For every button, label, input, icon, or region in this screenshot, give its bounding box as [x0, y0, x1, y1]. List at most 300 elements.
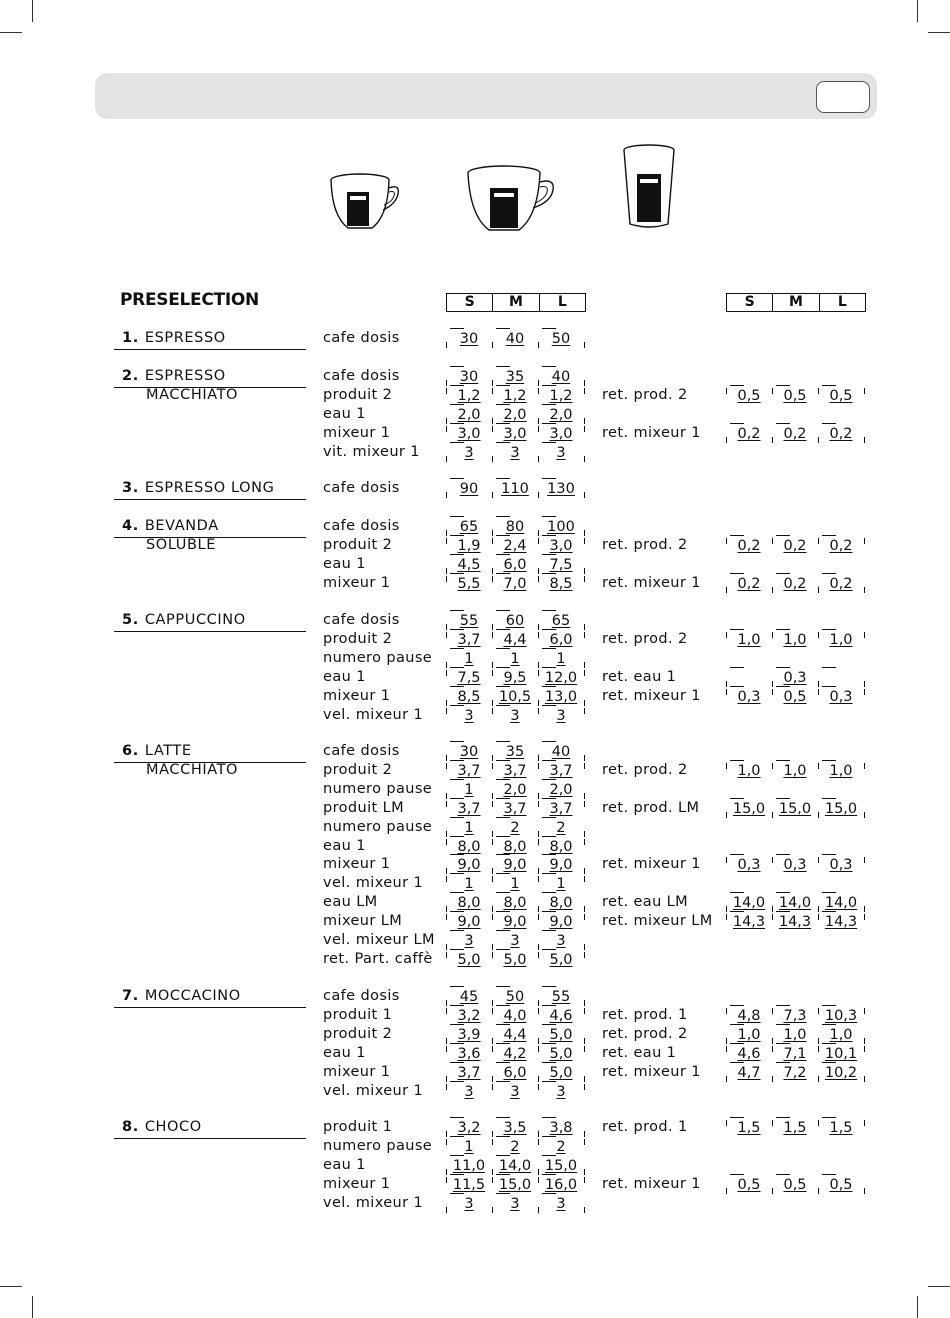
- value-group: [446, 537, 586, 556]
- section-number: 7.: [122, 988, 139, 1004]
- bracket-bar: [542, 817, 556, 818]
- param-label: eau 1: [323, 837, 366, 854]
- value-text: 6,0: [503, 556, 527, 573]
- bracket-tick: [864, 1046, 865, 1052]
- bracket-tick: [584, 801, 585, 807]
- value-cell: [446, 1195, 492, 1214]
- value-text: 1,9: [457, 537, 481, 554]
- bracket-bar: [542, 423, 556, 424]
- bracket-bar: [776, 798, 790, 799]
- value-cell: [818, 387, 864, 406]
- value-text: 4,4: [503, 631, 527, 648]
- bracket-bar: [496, 423, 510, 424]
- section-underline: [114, 1007, 306, 1008]
- bracket-tick: [584, 530, 585, 536]
- value-text: 3,0: [503, 425, 527, 442]
- value-text: 8,0: [549, 895, 573, 912]
- value-text: 110: [501, 481, 529, 497]
- value-text: 12,0: [544, 669, 578, 686]
- bracket-bar: [496, 1081, 510, 1082]
- value-cell: [772, 1119, 818, 1138]
- value-group: [726, 387, 866, 406]
- bracket-bar: [450, 1174, 464, 1175]
- bracket-bar: [542, 873, 556, 874]
- size-header-right: [726, 293, 866, 312]
- bracket-bar: [450, 911, 464, 912]
- value-text: 50: [505, 989, 525, 1005]
- value-text: 3: [464, 707, 474, 724]
- value-cell: [538, 575, 584, 594]
- value-group: [726, 1045, 866, 1064]
- bracket-bar: [496, 1136, 510, 1137]
- value-text: 3,5: [503, 1120, 527, 1136]
- latte-glass-icon: [621, 142, 681, 230]
- bracket-bar: [542, 366, 556, 367]
- section-title: BEVANDA: [144, 518, 219, 534]
- bracket-bar: [450, 1005, 464, 1006]
- value-group: [446, 894, 586, 913]
- bracket-tick: [584, 1207, 585, 1213]
- bracket-tick: [818, 681, 819, 687]
- value-cell: [726, 688, 772, 707]
- param-label: cafe dosis: [323, 612, 400, 628]
- page-number-box: [816, 81, 870, 113]
- bracket-tick: [584, 568, 585, 574]
- bracket-bar: [496, 478, 510, 479]
- value-text: 3: [510, 933, 520, 949]
- value-cell: [726, 762, 772, 781]
- bracket-bar: [450, 328, 464, 329]
- bracket-bar: [496, 836, 510, 837]
- section-subtitle: SOLUBLE: [146, 536, 216, 553]
- value-text: 4,2: [503, 1045, 527, 1062]
- bracket-bar: [496, 667, 510, 668]
- bracket-bar: [450, 741, 464, 742]
- bracket-bar: [496, 892, 510, 893]
- value-text: 1: [464, 819, 474, 836]
- value-group: [446, 669, 586, 688]
- value-group: [726, 575, 866, 594]
- value-text: 8,0: [549, 838, 573, 855]
- header-band: [95, 73, 877, 119]
- bracket-bar: [450, 705, 464, 706]
- value-text: 3,9: [457, 1026, 481, 1043]
- value-text: 3,7: [457, 762, 481, 779]
- value-text: 0,2: [737, 575, 761, 592]
- value-text: 5,0: [549, 1064, 573, 1081]
- bracket-bar: [496, 385, 510, 386]
- bracket-tick: [584, 576, 585, 582]
- value-text: 3: [556, 444, 566, 461]
- bracket-bar: [450, 1136, 464, 1137]
- value-text: 15,0: [824, 800, 858, 817]
- bracket-tick: [864, 437, 865, 443]
- value-text: 0,3: [783, 669, 807, 686]
- bracket-bar: [496, 1193, 510, 1194]
- value-text: 14,0: [824, 895, 858, 912]
- bracket-tick: [584, 1000, 585, 1006]
- bracket-bar: [730, 1117, 744, 1118]
- bracket-bar: [542, 705, 556, 706]
- value-text: 60: [505, 613, 525, 629]
- param-label: produit 2: [323, 536, 393, 553]
- value-text: 0,5: [829, 387, 853, 404]
- value-text: 1,0: [829, 762, 853, 779]
- bracket-tick: [584, 624, 585, 630]
- value-group: [446, 330, 586, 349]
- bracket-bar: [730, 1043, 744, 1044]
- bracket-tick: [864, 681, 865, 687]
- value-text: 4,6: [549, 1007, 573, 1024]
- value-text: 50: [551, 331, 571, 347]
- value-text: 100: [547, 519, 575, 535]
- bracket-tick: [584, 1008, 585, 1014]
- value-group: [446, 1176, 586, 1195]
- bracket-tick: [864, 857, 865, 863]
- value-text: 7,3: [783, 1007, 807, 1024]
- value-cell: [772, 1176, 818, 1195]
- bracket-bar: [496, 1117, 510, 1118]
- param-label: vel. mixeur 1: [323, 875, 424, 892]
- crop-mark: [917, 0, 918, 22]
- bracket-bar: [542, 328, 556, 329]
- bracket-bar: [822, 798, 836, 799]
- value-text: 30: [459, 331, 479, 347]
- value-text: 3,7: [549, 762, 573, 779]
- param-label: vel. mixeur 1: [323, 706, 424, 723]
- value-group: [446, 1045, 586, 1064]
- value-text: 1,0: [737, 631, 761, 648]
- value-text: 15,0: [732, 800, 766, 817]
- value-cell: [726, 537, 772, 556]
- bracket-bar: [496, 705, 510, 706]
- value-group: [446, 875, 586, 894]
- value-text: 1: [464, 876, 474, 893]
- bracket-bar: [450, 423, 464, 424]
- value-text: 3: [464, 1195, 474, 1212]
- value-cell: [538, 444, 584, 463]
- bracket-bar: [496, 366, 510, 367]
- value-text: 3: [464, 1083, 474, 1100]
- value-cell: [818, 856, 864, 875]
- value-text: 9,0: [457, 857, 481, 874]
- section-number: 3.: [122, 480, 139, 496]
- value-cell: [818, 425, 864, 444]
- size-m-label: M: [772, 294, 818, 311]
- value-text: 4,0: [503, 1007, 527, 1024]
- value-cell: [446, 330, 492, 349]
- bracket-bar: [496, 854, 510, 855]
- retard-label: ret. mixeur 1: [602, 424, 701, 441]
- section-number: 1.: [122, 330, 139, 346]
- value-text: 0,2: [737, 537, 761, 554]
- param-label: numero pause: [323, 649, 433, 666]
- value-cell: [492, 330, 538, 349]
- param-label: numero pause: [323, 1137, 433, 1154]
- value-text: 2,0: [549, 781, 573, 798]
- retard-label: ret. mixeur 1: [602, 1063, 701, 1080]
- bracket-bar: [730, 760, 744, 761]
- param-label: cafe dosis: [323, 368, 400, 384]
- value-text: 2,0: [503, 781, 527, 798]
- bracket-bar: [730, 1174, 744, 1175]
- value-cell: [492, 444, 538, 463]
- bracket-bar: [450, 554, 464, 555]
- bracket-bar: [730, 423, 744, 424]
- value-text: 3,7: [457, 631, 481, 648]
- section-underline: [114, 631, 306, 632]
- bracket-bar: [730, 892, 744, 893]
- bracket-bar: [776, 1005, 790, 1006]
- bracket-tick: [584, 914, 585, 920]
- bracket-bar: [542, 836, 556, 837]
- bracket-bar: [496, 930, 510, 931]
- param-label: produit 1: [323, 1006, 393, 1023]
- value-text: 6,0: [503, 1064, 527, 1081]
- value-text: 0,5: [829, 1176, 853, 1193]
- bracket-bar: [542, 798, 556, 799]
- bracket-bar: [776, 760, 790, 761]
- bracket-bar: [776, 686, 790, 687]
- bracket-bar: [450, 478, 464, 479]
- bracket-bar: [450, 1081, 464, 1082]
- value-group: [446, 762, 586, 781]
- value-cell: [818, 1064, 864, 1083]
- value-text: 3: [556, 707, 566, 724]
- value-text: 5,0: [549, 951, 573, 968]
- bracket-bar: [822, 854, 836, 855]
- bracket-bar: [730, 573, 744, 574]
- bracket-bar: [496, 760, 510, 761]
- section-number: 2.: [122, 368, 139, 384]
- value-text: 2,0: [457, 406, 481, 423]
- bracket-bar: [496, 1043, 510, 1044]
- bracket-bar: [542, 854, 556, 855]
- value-cell: [446, 951, 492, 970]
- section-underline: [114, 499, 306, 500]
- value-group: [726, 425, 866, 444]
- bracket-tick: [584, 708, 585, 714]
- value-text: 1: [510, 876, 520, 893]
- value-group: [446, 743, 586, 762]
- value-group: [726, 913, 866, 932]
- value-text: 35: [505, 744, 525, 760]
- value-text: 1,0: [783, 1026, 807, 1043]
- section-name: [122, 1119, 202, 1135]
- bracket-tick: [584, 1038, 585, 1044]
- bracket-bar: [450, 366, 464, 367]
- value-cell: [492, 480, 538, 499]
- value-group: [446, 707, 586, 726]
- size-l-label: L: [819, 294, 865, 311]
- bracket-bar: [776, 1062, 790, 1063]
- value-cell: [726, 631, 772, 650]
- value-text: 9,0: [549, 857, 573, 874]
- bracket-bar: [450, 1193, 464, 1194]
- value-text: 0,2: [783, 537, 807, 554]
- retard-label: ret. mixeur 1: [602, 687, 701, 704]
- bracket-tick: [864, 388, 865, 394]
- bracket-bar: [542, 779, 556, 780]
- bracket-bar: [542, 1005, 556, 1006]
- value-text: 7,5: [457, 669, 481, 686]
- value-cell: [492, 951, 538, 970]
- value-group: [446, 387, 586, 406]
- value-cell: [726, 856, 772, 875]
- bracket-bar: [450, 648, 464, 649]
- value-text: 1,2: [549, 387, 573, 404]
- retard-label: ret. prod. 1: [602, 1006, 688, 1023]
- retard-label: ret. prod. 2: [602, 1025, 688, 1042]
- value-text: 13,0: [544, 688, 578, 705]
- retard-label: ret. prod. 2: [602, 386, 688, 403]
- bracket-tick: [864, 812, 865, 818]
- bracket-bar: [822, 892, 836, 893]
- section-subtitle: MACCHIATO: [146, 761, 239, 778]
- bracket-tick: [584, 831, 585, 837]
- value-text: 10,2: [824, 1064, 858, 1081]
- value-group: [446, 650, 586, 669]
- section-name: [122, 368, 226, 384]
- value-text: 3,0: [457, 425, 481, 442]
- value-text: 35: [505, 369, 525, 385]
- bracket-bar: [542, 1024, 556, 1025]
- bracket-bar: [776, 1043, 790, 1044]
- bracket-bar: [822, 385, 836, 386]
- retard-label: ret. prod. 1: [602, 1119, 688, 1135]
- bracket-bar: [450, 892, 464, 893]
- value-group: [446, 1195, 586, 1214]
- bracket-bar: [822, 573, 836, 574]
- retard-label: ret. eau LM: [602, 894, 689, 911]
- value-text: 1: [510, 650, 520, 667]
- crop-mark: [917, 1296, 918, 1318]
- value-text: 11,5: [452, 1176, 486, 1193]
- bracket-bar: [730, 629, 744, 630]
- value-text: 14,3: [824, 914, 858, 931]
- bracket-bar: [450, 817, 464, 818]
- value-group: [726, 800, 866, 819]
- bracket-tick: [584, 418, 585, 424]
- value-cell: [726, 575, 772, 594]
- bracket-bar: [450, 1043, 464, 1044]
- value-group: [446, 1157, 586, 1176]
- bracket-bar: [496, 554, 510, 555]
- value-text: 0,3: [783, 857, 807, 874]
- value-text: 7,2: [783, 1064, 807, 1081]
- value-text: 4,4: [503, 1026, 527, 1043]
- value-group: [726, 669, 866, 688]
- bracket-tick: [584, 670, 585, 676]
- bracket-tick: [726, 681, 727, 687]
- param-label: cafe dosis: [323, 480, 400, 496]
- bracket-bar: [776, 385, 790, 386]
- value-text: 3,7: [503, 800, 527, 817]
- retard-label: ret. eau 1: [602, 668, 677, 685]
- bracket-tick: [864, 1188, 865, 1194]
- value-text: 30: [459, 369, 479, 385]
- value-text: 1: [464, 1138, 474, 1155]
- param-label: numero pause: [323, 818, 433, 835]
- value-text: 1,0: [737, 762, 761, 779]
- value-text: 4,5: [457, 556, 481, 573]
- bracket-bar: [542, 610, 556, 611]
- value-text: 3: [464, 933, 474, 949]
- retard-label: ret. mixeur LM: [602, 913, 713, 930]
- bracket-bar: [496, 986, 510, 987]
- value-text: 10,3: [824, 1007, 858, 1024]
- bracket-bar: [542, 760, 556, 761]
- crop-mark: [928, 1286, 950, 1287]
- value-group: [446, 819, 586, 838]
- value-group: [726, 631, 866, 650]
- value-text: 1: [464, 781, 474, 798]
- value-group: [726, 1026, 866, 1045]
- retard-label: ret. mixeur 1: [602, 574, 701, 591]
- value-group: [726, 1176, 866, 1195]
- bracket-bar: [450, 1062, 464, 1063]
- value-text: 0,5: [737, 387, 761, 404]
- bracket-bar: [542, 949, 556, 950]
- value-text: 14,0: [732, 895, 766, 912]
- bracket-bar: [450, 385, 464, 386]
- bracket-bar: [730, 854, 744, 855]
- value-group: [446, 518, 586, 537]
- value-cell: [538, 707, 584, 726]
- bracket-tick: [864, 538, 865, 544]
- bracket-tick: [584, 380, 585, 386]
- bracket-bar: [496, 741, 510, 742]
- bracket-bar: [730, 667, 744, 668]
- bracket-bar: [496, 1024, 510, 1025]
- bracket-bar: [822, 1024, 836, 1025]
- value-cell: [772, 800, 818, 819]
- param-label: produit 2: [323, 1025, 393, 1042]
- bracket-bar: [496, 779, 510, 780]
- bracket-bar: [450, 535, 464, 536]
- bracket-bar: [542, 1081, 556, 1082]
- value-cell: [446, 444, 492, 463]
- value-group: [726, 1119, 866, 1138]
- value-cell: [446, 707, 492, 726]
- value-text: 5,0: [503, 951, 527, 968]
- value-text: 9,5: [503, 669, 527, 686]
- bracket-bar: [496, 573, 510, 574]
- bracket-bar: [450, 930, 464, 931]
- bracket-bar: [496, 949, 510, 950]
- bracket-tick: [584, 388, 585, 394]
- bracket-bar: [730, 686, 744, 687]
- value-cell: [538, 951, 584, 970]
- value-group: [446, 444, 586, 463]
- bracket-bar: [496, 911, 510, 912]
- bracket-tick: [584, 426, 585, 432]
- value-group: [446, 1138, 586, 1157]
- value-group: [446, 1064, 586, 1083]
- value-cell: [772, 762, 818, 781]
- bracket-tick: [584, 1177, 585, 1183]
- value-text: 3,7: [457, 800, 481, 817]
- value-cell: [772, 688, 818, 707]
- value-text: 1,5: [737, 1120, 761, 1136]
- value-group: [446, 368, 586, 387]
- value-cell: [538, 480, 584, 499]
- param-label: eau LM: [323, 894, 378, 911]
- value-group: [446, 856, 586, 875]
- retard-label: ret. prod. 2: [602, 630, 688, 647]
- value-cell: [818, 575, 864, 594]
- section-underline: [114, 349, 306, 350]
